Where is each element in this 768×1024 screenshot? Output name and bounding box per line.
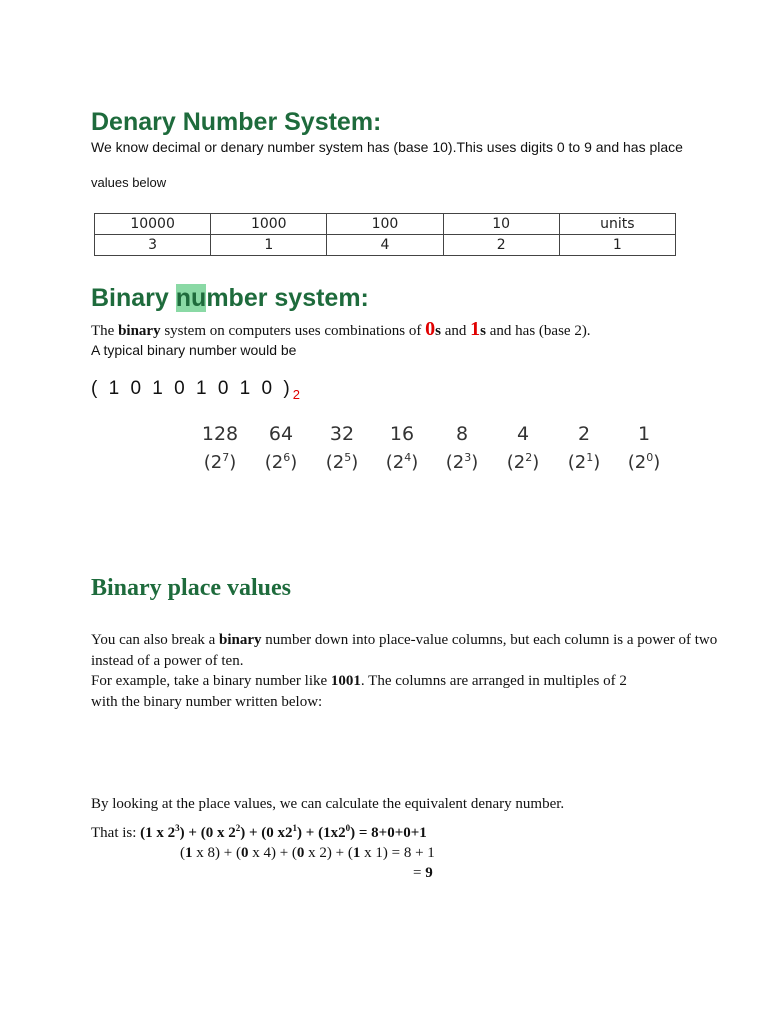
text-run: s — [480, 323, 487, 339]
binary-base-subscript: 2 — [292, 386, 300, 402]
power-expression — [554, 451, 614, 473]
power-close: ) — [290, 452, 298, 473]
result-value: 9 — [425, 865, 433, 881]
title-part: mber system: — [206, 284, 369, 312]
term: ) — [240, 825, 246, 841]
bold-term: binary — [118, 323, 161, 339]
text-run: x 8) + ( — [192, 845, 241, 861]
power-column — [372, 423, 432, 473]
binary-intro-text — [91, 318, 591, 341]
denary-section-title: Denary Number System: — [91, 108, 382, 136]
text-run: x 2) + ( — [304, 845, 353, 861]
text-run: The — [91, 323, 119, 339]
text-run: = — [413, 865, 426, 881]
exponent: 3 — [175, 823, 180, 833]
table-header-row — [95, 214, 676, 235]
table-row — [95, 235, 676, 256]
power-value: 128 — [201, 423, 239, 445]
power-value: 1 — [637, 423, 651, 445]
calculation-result — [413, 865, 433, 882]
calculation-intro: By looking at the place values, we can calculate the equivalent denary number. — [91, 796, 565, 812]
bold-digit: 1 — [185, 845, 193, 861]
term: (0 x2 — [261, 825, 293, 841]
power-column — [432, 423, 492, 473]
equation-result: = 8+0+0+1 — [355, 825, 427, 841]
text-run: and has (base 2). — [486, 323, 591, 339]
text-run: and — [441, 323, 471, 339]
title-part: Binary — [91, 284, 176, 312]
term: (1 x 2 — [140, 825, 176, 841]
power-base: (2 — [203, 452, 223, 473]
bold-digit: 0 — [240, 845, 249, 861]
highlighted-text: nu — [175, 284, 207, 312]
power-expression — [312, 451, 372, 473]
power-close: ) — [411, 452, 419, 473]
power-column — [251, 423, 311, 473]
power-exponent: 6 — [283, 451, 291, 464]
calculation-equation — [91, 818, 427, 844]
power-exponent: 3 — [464, 451, 472, 464]
power-base: (2 — [627, 452, 647, 473]
exponent: 1 — [292, 823, 298, 833]
power-expression — [190, 451, 250, 473]
table-cell: 1 — [211, 235, 327, 256]
text-run: system on computers uses combinations of — [160, 323, 426, 339]
text-run: That is: — [91, 825, 141, 841]
power-column — [554, 423, 614, 473]
power-base: (2 — [445, 452, 465, 473]
power-exponent: 0 — [646, 451, 654, 464]
power-value: 16 — [389, 423, 415, 445]
power-base: (2 — [264, 452, 284, 473]
term: ) — [179, 825, 185, 841]
power-exponent: 4 — [404, 451, 412, 464]
denary-description-line2: values below — [91, 175, 167, 190]
power-expression — [614, 451, 674, 473]
power-base: (2 — [325, 452, 345, 473]
power-close: ) — [471, 452, 479, 473]
digit-one: 1 — [470, 318, 481, 340]
term: ) — [297, 825, 303, 841]
power-expression — [432, 451, 492, 473]
power-column — [312, 423, 372, 473]
power-exponent: 1 — [586, 451, 594, 464]
paragraph-line — [91, 630, 751, 671]
plus: + — [245, 825, 262, 841]
text-run: s — [435, 323, 441, 339]
term: (0 x 2 — [200, 825, 236, 841]
text-run: x 4) + ( — [248, 845, 297, 861]
term: (1x2 — [318, 825, 346, 841]
power-close: ) — [532, 452, 540, 473]
place-values-paragraph — [91, 630, 751, 712]
power-value: 2 — [577, 423, 591, 445]
table-cell: 4 — [327, 235, 443, 256]
power-column — [614, 423, 674, 473]
text-run: ( — [180, 845, 185, 861]
digit-zero: 0 — [425, 318, 436, 340]
binary-typical-text: A typical binary number would be — [91, 342, 297, 358]
text-run: x 1) = 8 + 1 — [360, 845, 435, 861]
power-expression — [493, 451, 553, 473]
equation-bold — [140, 825, 427, 841]
exponent: 2 — [235, 823, 241, 833]
power-column — [190, 423, 250, 473]
power-exponent: 2 — [525, 451, 533, 464]
table-header-cell: 1000 — [211, 214, 327, 235]
exponent: 0 — [345, 823, 351, 833]
power-value: 8 — [455, 423, 469, 445]
calculation-step — [180, 845, 435, 862]
power-base: (2 — [506, 452, 526, 473]
table-cell: 2 — [443, 235, 559, 256]
bold-number: 1001 — [330, 673, 361, 689]
power-exponent: 5 — [344, 451, 352, 464]
paragraph-line: with the binary number written below: — [91, 693, 323, 710]
denary-description-line1: We know decimal or denary number system has (base 10).This uses digits 0 to 9 and has place — [91, 139, 683, 155]
bold-digit: 0 — [296, 845, 305, 861]
text-run: number down into place-value columns, but each column is a power of two instead of a power of ten. — [91, 632, 718, 669]
power-value: 4 — [516, 423, 530, 445]
power-exponent: 7 — [222, 451, 230, 464]
table-cell: 3 — [95, 235, 211, 256]
table-header-cell: 10000 — [95, 214, 211, 235]
bold-term: binary — [219, 632, 262, 648]
power-close: ) — [351, 452, 359, 473]
power-close: ) — [229, 452, 237, 473]
binary-place-values-title: Binary place values — [91, 575, 292, 601]
power-column — [493, 423, 553, 473]
denary-place-value-table — [94, 213, 676, 256]
table-header-cell: 100 — [327, 214, 443, 235]
power-value: 32 — [329, 423, 355, 445]
bold-digit: 1 — [352, 845, 361, 861]
plus: + — [184, 825, 201, 841]
paragraph-line — [91, 671, 751, 692]
table-header-cell: units — [559, 214, 675, 235]
power-expression — [372, 451, 432, 473]
table-header-cell: 10 — [443, 214, 559, 235]
binary-example-number — [91, 378, 300, 402]
binary-digits: ( 1 0 1 0 1 0 1 0 ) — [91, 378, 293, 399]
text-run: . The columns are arranged in multiples of 2 — [360, 673, 627, 689]
term: ) — [350, 825, 356, 841]
binary-section-title — [91, 284, 369, 313]
power-base: (2 — [567, 452, 587, 473]
text-run: You can also break a — [91, 632, 220, 648]
text-run: For example, take a binary number like — [91, 673, 331, 689]
power-expression — [251, 451, 311, 473]
power-close: ) — [593, 452, 601, 473]
power-value: 64 — [268, 423, 294, 445]
power-close: ) — [653, 452, 661, 473]
table-cell: 1 — [559, 235, 675, 256]
power-base: (2 — [385, 452, 405, 473]
plus: + — [302, 825, 319, 841]
